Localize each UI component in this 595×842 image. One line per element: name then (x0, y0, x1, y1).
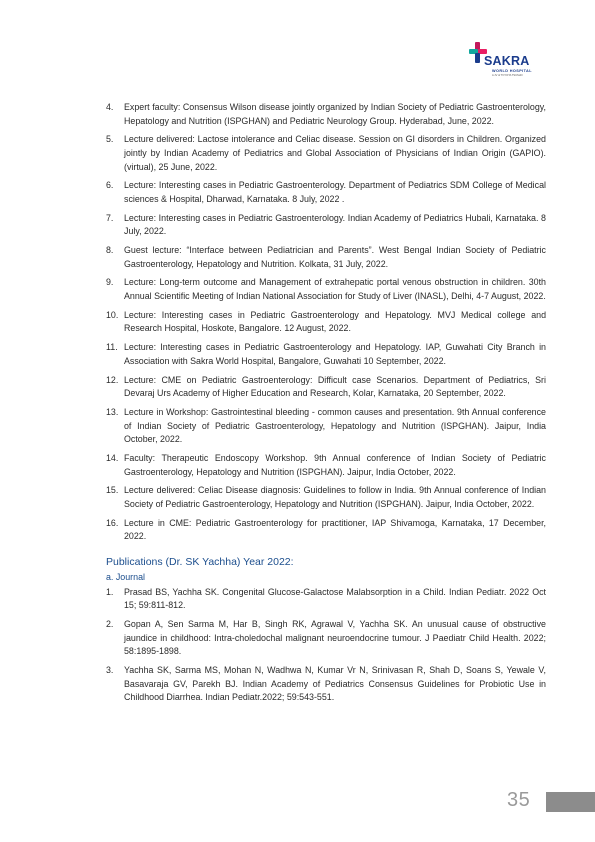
item-number: 2. (106, 619, 114, 630)
item-text: Lecture delivered: Celiac Disease diagnosis: Guidelines to follow in India. 9th Annual conference of Indian Society of Pediatric Gastroenterology, Hepatology and Nutrition (ISPGHAN). Jaipur, India October, 2022. (124, 485, 546, 509)
list-item (106, 586, 546, 613)
journal-subheading: a. Journal (106, 571, 145, 582)
item-text: Prasad BS, Yachha SK. Congenital Glucose-Galactose Malabsorption in a Child. Indian Pediatr. 2022 Oct 15; 59:811-812. (124, 586, 546, 611)
page-number: 35 (507, 789, 531, 811)
logo-name: SAKRA (484, 54, 530, 68)
item-text: Lecture: Interesting cases in Pediatric Gastroenterology. Department of Pediatrics SDM College of Medical sciences & Hospital, Dharwad, Karnataka. 8 July, 2022 . (124, 180, 546, 204)
item-text: Expert faculty: Consensus Wilson disease jointly organized by Indian Society of Pediatric Gastroenterology, Hepatology and Nutrition (ISPGHAN) and Pediatric Neurology Group. Hyderabad, June, 2022. (124, 102, 546, 126)
item-number: 5. (106, 134, 114, 145)
logo-subtitle: WORLD HOSPITAL (492, 69, 532, 73)
item-number: 3. (106, 665, 114, 676)
publications-heading: Publications (Dr. SK Yachha) Year 2022: (106, 555, 294, 568)
item-text: Lecture: CME on Pediatric Gastroenterology: Difficult case Scenarios. Department of Pediatrics, Sri Devaraj Urs Academy of Higher Education and Research, Kolar, Karnataka, 20 September, 2022. (124, 374, 546, 399)
list-item (106, 341, 546, 368)
item-number: 9. (106, 277, 114, 288)
list-item (106, 618, 546, 659)
sakra-logo (469, 40, 545, 82)
list-item (106, 212, 546, 239)
item-text: Gopan A, Sen Sarma M, Har B, Singh RK, Agrawal V, Yachha SK. An unusual cause of obstructive jaundice in childhood: Intra-choledochal malignant neuroendocrine tumour. J Paediatr Child Health. 2022; 58:1895-1898. (124, 619, 546, 657)
item-number: 14. (106, 452, 119, 463)
item-number: 15. (106, 485, 119, 496)
item-number: 11. (106, 342, 118, 353)
list-item (106, 517, 546, 544)
list-item (106, 309, 546, 336)
lecture-list (106, 101, 546, 544)
list-item (106, 101, 546, 128)
item-text: Lecture: Interesting cases in Pediatric Gastroenterology and Hepatology. MVJ Medical college and Research Hospital, Hoskote, Bangalore. 12 August, 2022. (124, 309, 546, 334)
page-number-bar (546, 792, 595, 812)
item-number: 16. (106, 517, 119, 528)
item-text: Lecture: Interesting cases in Pediatric Gastroenterology and Hepatology. IAP, Guwahati City Branch in Association with Sakra World Hospital, Bangalore, Guwahati 10 September, 2022. (124, 342, 546, 366)
list-item (106, 179, 546, 206)
list-item (106, 664, 546, 705)
logo-tagline: A JV of TOYOTA TSUSHO (492, 74, 523, 77)
item-number: 4. (106, 102, 114, 112)
item-number: 7. (106, 212, 114, 223)
list-item (106, 244, 546, 271)
item-text: Yachha SK, Sarma MS, Mohan N, Wadhwa N, Kumar Vr N, Srinivasan R, Shah D, Soans S, Yewale V, Basavaraja GV, Parekh BJ. Indian Academy of Pediatrics Consensus Guidelines for Probiotic Use in Childhood Diarrhea. Indian Pediatr.2022; 59:543-551. (124, 665, 546, 703)
item-text: Lecture: Interesting cases in Pediatric Gastroenterology. Indian Academy of Pediatrics Hubali, Karnataka. 8 July, 2022. (124, 212, 546, 237)
list-item (106, 406, 546, 447)
list-item (106, 133, 546, 174)
item-text: Lecture: Long-term outcome and Management of extrahepatic portal venous obstruction in children. 30th Annual Scientific Meeting of Indian National Association for Study of Liver (INASL), Delhi, 4-7 August, 2022. (124, 277, 546, 302)
item-number: 12. (106, 374, 119, 385)
item-number: 8. (106, 245, 114, 256)
item-text: Guest lecture: “Interface between Pediatrician and Parents”. West Bengal Indian Society of Pediatric Gastroenterology, Hepatology and Nutrition. Kolkata, 31 July, 2022. (124, 245, 546, 269)
page-content (106, 101, 546, 710)
list-item (106, 374, 546, 401)
list-item (106, 452, 546, 479)
item-text: Lecture delivered: Lactose intolerance and Celiac disease. Session on GI disorders in Children. Organized jointly by Indian Academy of Pediatrics and Global Association of Physicians of Indian Origin (GAPIO). (virtual), 25 June, 2022. (124, 134, 546, 172)
item-text: Lecture in CME: Pediatric Gastroenterology for practitioner, IAP Shivamoga, Karnataka, 17 December, 2022. (124, 517, 546, 542)
item-number: 1. (106, 586, 114, 597)
item-number: 13. (106, 406, 119, 417)
list-item (106, 276, 546, 303)
item-text: Lecture in Workshop: Gastrointestinal bleeding - common causes and presentation. 9th Annual conference of Indian Society of Pediatric Gastroenterology, Hepatology and Nutrition (ISPGHAN). Jaipur, India October, 2022. (124, 406, 546, 445)
list-item (106, 484, 546, 511)
item-number: 6. (106, 180, 114, 191)
item-text: Faculty: Therapeutic Endoscopy Workshop. 9th Annual conference of Indian Society of Pediatric Gastroenterology, Hepatology and Nutrition (ISPGHAN). Jaipur, India October, 2022. (124, 452, 546, 477)
publication-list (106, 586, 546, 705)
item-number: 10. (106, 309, 119, 320)
